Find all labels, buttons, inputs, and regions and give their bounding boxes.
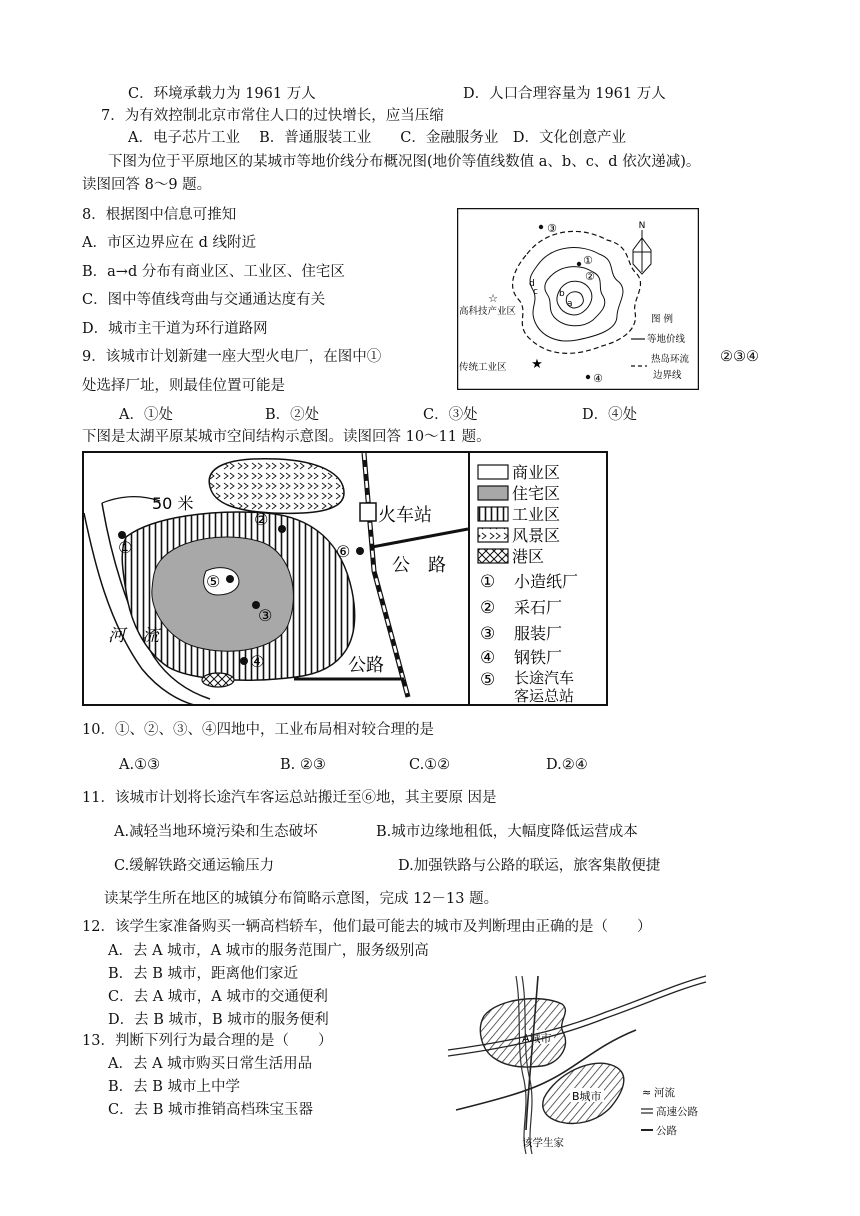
question-12-option-c: C．去 A 城市，A 城市的交通便利: [108, 989, 328, 1005]
legend-heat-label-1: 热岛环流: [651, 354, 690, 365]
site-1-label: ①: [118, 538, 133, 557]
point-1-dot: [577, 262, 581, 266]
road-label-south: 公路: [348, 655, 384, 676]
question-11-option-d: D.加强铁路与公路的联运，旅客集散便捷: [398, 858, 661, 874]
legend-title: 图 例: [651, 314, 674, 325]
legend-contour-label: 等地价线: [647, 334, 686, 345]
contour-label-c: c: [533, 287, 538, 297]
question-8: 8．根据图中信息可推知: [82, 207, 237, 223]
legend-industrial-swatch: [478, 507, 508, 521]
legend-scenic-swatch: [478, 528, 508, 542]
site-4-label: ④: [250, 652, 265, 671]
question-8-option-b: B．a→d 分布有商业区、工业区、住宅区: [82, 264, 345, 280]
question-8-option-a: A．市区边界应在 d 线附近: [82, 235, 256, 251]
question-10-option-a: A.①③: [119, 757, 161, 773]
city-b-label: B城市: [572, 1090, 602, 1103]
hitech-star-icon: ☆: [488, 292, 498, 305]
intro-8-9-line1: 下图为位于平原地区的某城市等地价线分布概况图(地价等值线数值 a、b、c、d 依次递减)。: [108, 154, 701, 170]
point-1-label: ①: [583, 254, 593, 267]
legend-commercial-label: 商业区: [512, 463, 561, 482]
site-4-dot: [240, 657, 248, 665]
intro-8-9-line2: 读图回答 8～9 题。: [82, 177, 212, 193]
question-11-option-a: A.减轻当地环境污染和生态破坏: [114, 824, 318, 840]
legend-river-icon: ≈: [642, 1086, 652, 1099]
intro-10-11: 下图是太湖平原某城市空间结构示意图。读图回答 10～11 题。: [82, 429, 491, 445]
traditional-star-icon: ★: [531, 357, 543, 372]
traditional-industry-label: 传统工业区: [459, 362, 507, 373]
question-12-option-a: A．去 A 城市，A 城市的服务范围广，服务级别高: [108, 943, 429, 959]
svg-text:N: N: [638, 221, 646, 231]
land-price-contour-map: [457, 208, 699, 390]
legend-2-label: 采石厂: [514, 598, 563, 617]
question-10-option-b: B. ②③: [280, 757, 326, 773]
legend-5-num: ⑤: [480, 670, 496, 690]
question-9-option-a: A．①处: [119, 407, 173, 423]
legend-road-label: 公路: [656, 1125, 677, 1137]
legend-highway-label: 高速公路: [656, 1106, 698, 1118]
contour-label-d: d: [529, 279, 535, 289]
legend-residential-swatch: [478, 486, 508, 500]
q6-option-d: D．人口合理容量为 1961 万人: [463, 86, 666, 102]
legend-1-label: 小造纸厂: [514, 572, 579, 591]
q6-option-c: C．环境承载力为 1961 万人: [128, 86, 316, 102]
hitech-zone-label: 高科技产业区: [459, 306, 517, 317]
legend-industrial-label: 工业区: [512, 505, 561, 524]
question-13-option-a: A．去 A 城市购买日常生活用品: [108, 1056, 313, 1072]
question-11-option-b: B.城市边缘地租低，大幅度降低运营成本: [376, 824, 638, 840]
site-3-label: ③: [258, 606, 273, 625]
train-station-icon: [360, 503, 376, 521]
intro-12-13: 读某学生所在地区的城镇分布简略示意图，完成 12－13 题。: [104, 891, 499, 907]
width-50m-label: 50 米: [152, 494, 194, 513]
question-12-option-d: D．去 B 城市，B 城市的服务便利: [108, 1012, 329, 1028]
question-7: 7．为有效控制北京市常住人口的过快增长，应当压缩: [101, 108, 444, 124]
question-10-option-d: D.②④: [546, 757, 588, 773]
question-12: 12．该学生家准备购买一辆高档轿车，他们最可能去的城市及判断理由正确的是（ ）: [82, 919, 652, 935]
legend-4-num: ④: [480, 648, 496, 668]
question-13-option-c: C．去 B 城市推销高档珠宝玉器: [108, 1102, 313, 1118]
legend-3-label: 服装厂: [514, 624, 563, 643]
legend-scenic-label: 风景区: [512, 526, 561, 545]
road-label-east: 公 路: [392, 555, 446, 576]
question-8-option-d: D．城市主干道为环行道路网: [82, 321, 268, 337]
legend-3-num: ③: [480, 624, 496, 644]
question-9-option-c: C．③处: [423, 407, 478, 423]
contour-label-b: b: [559, 289, 565, 299]
city-structure-map: [82, 451, 608, 706]
question-7-options: A．电子芯片工业 B．普通服装工业 C．金融服务业 D．文化创意产业: [128, 130, 626, 146]
town-distribution-map: [446, 970, 708, 1160]
legend-5-label-2: 客运总站: [514, 687, 575, 705]
point-3-dot: [539, 225, 543, 229]
question-10: 10．①、②、③、④四地中，工业布局相对较合理的是: [82, 722, 434, 738]
contour-label-a: a: [567, 299, 573, 309]
legend-port-swatch: [478, 549, 508, 563]
question-12-option-b: B．去 B 城市，距离他们家近: [108, 966, 299, 982]
legend-commercial-swatch: [478, 465, 508, 479]
question-9-line2: 处选择厂址，则最佳位置可能是: [82, 378, 285, 394]
student-home-label: 该学生家: [522, 1137, 564, 1149]
legend-1-num: ①: [480, 572, 496, 592]
point-4-dot: [586, 375, 590, 379]
question-13-option-b: B．去 B 城市上中学: [108, 1079, 241, 1095]
site-2-dot: [278, 525, 286, 533]
port-area: [202, 673, 234, 687]
question-9-option-d: D．④处: [582, 407, 638, 423]
legend-4-label: 钢铁厂: [514, 648, 563, 667]
question-9-line1: 9．该城市计划新建一座大型火电厂，在图中①: [82, 349, 382, 365]
question-13: 13．判断下列行为最合理的是（ ）: [82, 1033, 333, 1049]
site-5-dot: [226, 575, 234, 583]
train-station-label: 火车站: [378, 505, 432, 526]
site-5-label: ⑤: [206, 572, 221, 591]
site-2-label: ②: [254, 510, 269, 529]
question-11-option-c: C.缓解铁路交通运输压力: [114, 858, 275, 874]
site-6-dot: [356, 547, 364, 555]
legend-heat-label-2: 边界线: [653, 370, 682, 381]
point-3-label: ③: [547, 222, 557, 235]
question-9-side-text: ②③④: [720, 349, 759, 365]
legend-port-label: 港区: [512, 547, 545, 566]
legend-residential-label: 住宅区: [512, 484, 561, 503]
question-8-option-c: C．图中等值线弯曲与交通通达度有关: [82, 292, 326, 308]
site-6-label: ⑥: [336, 542, 351, 561]
question-10-option-c: C.①②: [409, 757, 451, 773]
legend-2-num: ②: [480, 598, 496, 618]
point-2-label: ②: [585, 270, 595, 283]
legend-5-label-1: 长途汽车: [514, 669, 575, 687]
question-9-option-b: B．②处: [265, 407, 320, 423]
city-a-label: A城市: [522, 1032, 552, 1045]
legend-river-label: 河流: [654, 1087, 675, 1099]
point-4-label: ④: [593, 372, 603, 385]
river-label: 河 流: [108, 626, 159, 646]
question-11: 11．该城市计划将长途汽车客运总站搬迁至⑥地，其主要原 因是: [82, 790, 497, 806]
